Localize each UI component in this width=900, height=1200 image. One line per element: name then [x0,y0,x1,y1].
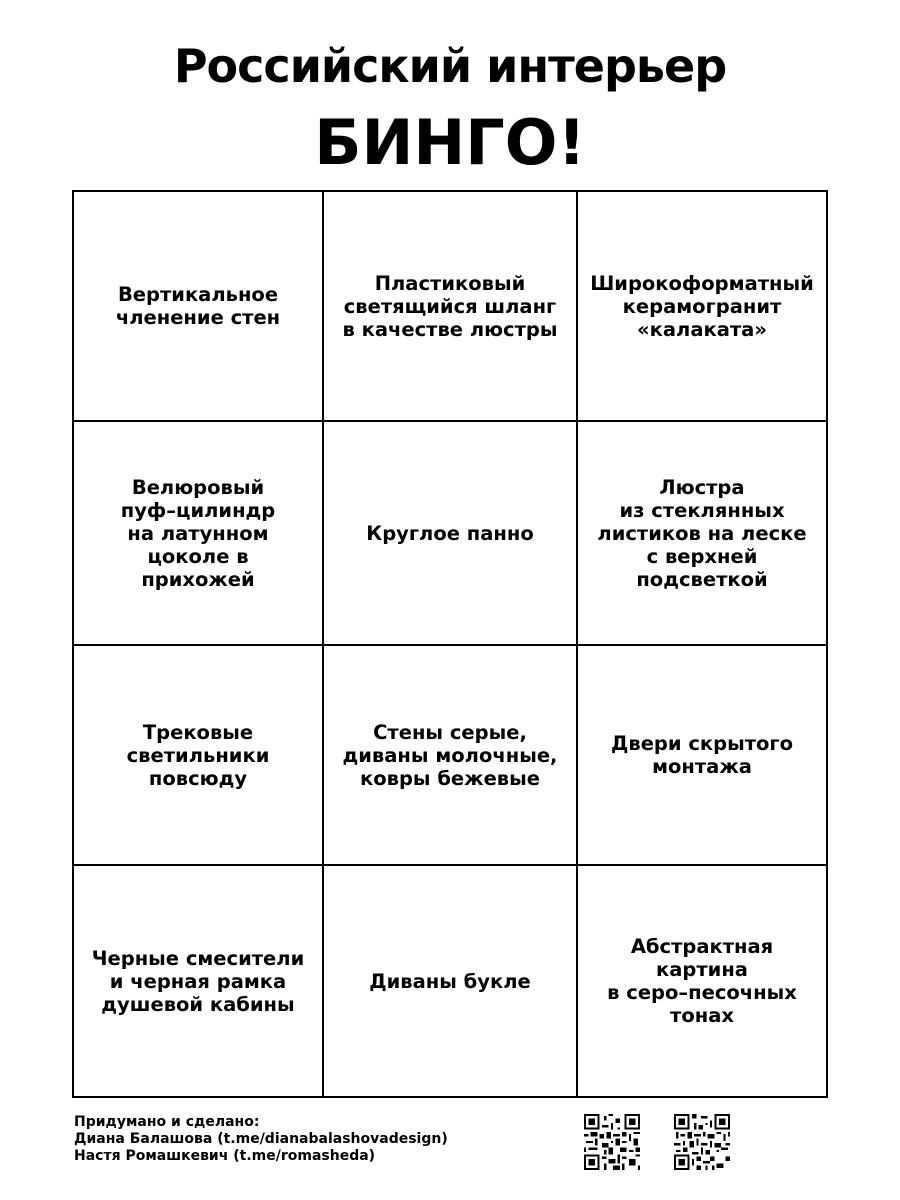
bingo-cell[interactable] [74,646,324,866]
bingo-cell-label: Стены серые, диваны молочные, ковры бежевые [342,720,558,790]
bingo-cell[interactable] [578,422,826,646]
bingo-cell-label: Двери скрытого монтажа [610,732,793,778]
bingo-cell-label: Вертикальное членение стен [115,283,281,329]
bingo-cell-label: Трековые светильники повсюду [126,720,270,790]
page-title: Российский интерьер [173,39,727,93]
bingo-cell-label: Черные смесители и черная рамка душевой кабины [91,946,305,1016]
bingo-cell[interactable] [324,646,578,866]
bingo-heading: БИНГО! [314,106,586,179]
bingo-cell-label: Велюровый пуф–цилиндр на латунном цоколе в прихожей [120,475,276,591]
bingo-cell[interactable] [324,422,578,646]
bingo-grid [72,190,828,1098]
qr-code-icon[interactable] [674,1114,730,1170]
bingo-cell[interactable] [578,192,826,422]
credits-heading: Придумано и сделано: [74,1114,260,1130]
credits [74,1114,554,1165]
qr-code-icon[interactable] [584,1114,640,1170]
credit-author-1: Диана Балашова (t.me/dianabalashovadesign) [74,1131,448,1147]
bingo-cell[interactable] [74,422,324,646]
bingo-cell[interactable] [324,192,578,422]
bingo-cell-label: Абстрактная картина в серо–песочных тонах [607,935,797,1027]
bingo-cell-label: Широкоформатный керамогранит «калаката» [590,271,814,341]
bingo-cell[interactable] [324,866,578,1096]
bingo-cell[interactable] [578,866,826,1096]
bingo-cell[interactable] [74,192,324,422]
bingo-cell-label: Люстра из стеклянных листиков на леске с верхней подсветкой [597,475,807,591]
bingo-cell[interactable] [74,866,324,1096]
bingo-cell-label: Диваны букле [369,969,531,993]
bingo-cell-label: Пластиковый светящийся шланг в качестве люстры [342,271,558,341]
credit-author-2: Настя Ромашкевич (t.me/romasheda) [74,1148,376,1164]
bingo-cell-label: Круглое панно [366,521,534,545]
bingo-cell[interactable] [578,646,826,866]
